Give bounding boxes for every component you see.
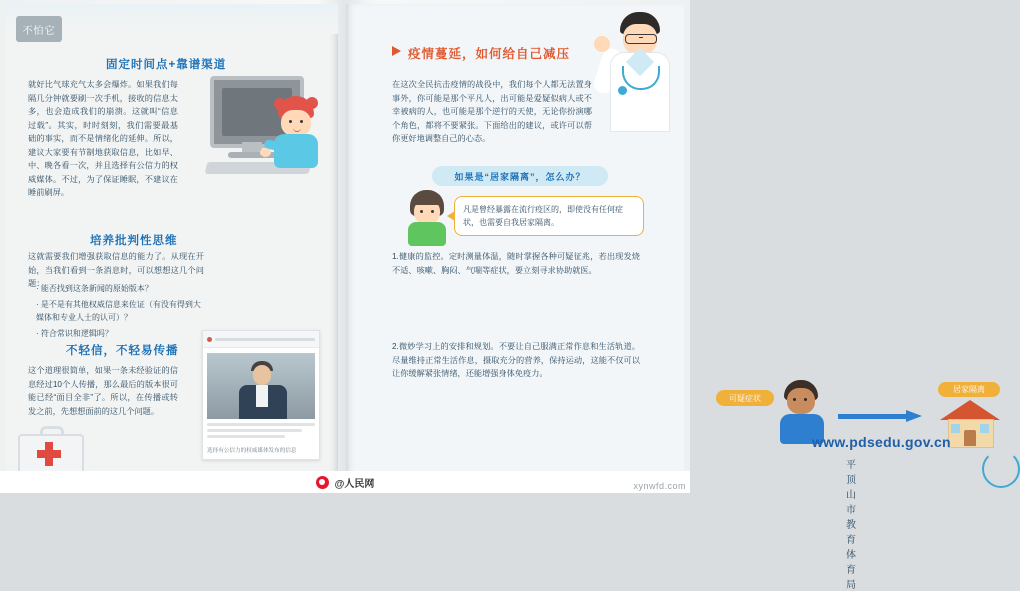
stethoscope-decoration-icon	[982, 450, 1020, 488]
news-photo	[207, 353, 315, 419]
list-item: · 符合常识和逻辑吗？	[36, 328, 113, 338]
flow-arrow-icon	[838, 410, 924, 422]
list-item: · 是不是有其他权威信息来佐证（有没有得到大媒体和专业人士的认可）？	[36, 299, 201, 322]
girl-bangs	[412, 196, 442, 205]
home-quarantine-tag: 居家隔离	[938, 382, 1000, 397]
symptom-tag: 可疑症状	[716, 390, 774, 406]
left-heading-1: 固定时间点+靠谱渠道	[106, 59, 227, 71]
news-card	[202, 330, 320, 460]
news-card-caption: 选择有公信力的权威媒体发布的信息	[207, 448, 297, 454]
girl-illustration	[404, 190, 452, 246]
news-line	[207, 429, 302, 432]
bottom-watermark-bar	[0, 471, 690, 493]
arrow-head	[906, 410, 922, 422]
left-heading-2: 培养批判性思维	[90, 235, 178, 247]
house-roof	[940, 400, 1000, 420]
weibo-account-label: @人民网	[334, 478, 375, 490]
boy-face	[281, 110, 311, 136]
patient-eye-right	[804, 398, 807, 401]
boy-hand	[260, 148, 271, 157]
patient-face	[787, 388, 815, 414]
weibo-icon	[316, 476, 329, 489]
first-aid-kit-icon	[18, 424, 80, 474]
right-paragraph-3: 2.微妙学习上的安排和规划。不要让自己服满正常作息和生活轨道。尽量维持正常生活作息，摄取充分的营养，保持运动，这能不仅可以让你缓解紧张情绪，还能增强身体免疫力。	[392, 342, 640, 378]
news-text-lines	[207, 423, 315, 441]
girl-eye-right	[431, 210, 434, 213]
quarantine-banner: 如果是“居家隔离”，怎么办？	[432, 166, 608, 186]
news-title-placeholder-line	[215, 338, 315, 341]
news-line	[207, 435, 285, 438]
stethoscope-bell-icon	[618, 86, 627, 95]
right-page-title: 疫情蔓延，如何给自己减压	[408, 47, 571, 61]
monitor-stand	[242, 142, 262, 152]
left-bullet-list	[36, 282, 208, 342]
left-paragraph-1: 就好比气球充气太多会爆炸。如果我们每隔几分钟就要刷一次手机，接收的信息太多，也会造成我们的崩溃。这就叫“信息过载”。其实，时时刻刻，我们需要最基础的事实，而不是情绪化的延伸。所以，建议大家要有节制地获取信息，比如早、中、晚各看一次，并且选择有公信力的权威媒体。不过，为了保证睡眠，不建议在睡前刷屏。	[28, 80, 178, 197]
house-window-right	[980, 424, 989, 433]
girl-eye-left	[420, 210, 423, 213]
corner-tag: 不怕它	[16, 16, 62, 42]
news-line	[207, 423, 315, 426]
boy-mouth	[293, 127, 301, 132]
left-heading-3: 不轻信，不轻易传播	[66, 345, 179, 357]
website-url[interactable]: www.pdsedu.gov.cn	[812, 434, 951, 450]
doctor-glasses-icon	[625, 34, 657, 44]
section-marker-icon	[392, 46, 401, 56]
left-paragraph-2: 这就需要我们增强获取信息的能力了。从现在开始，当我们看到一条消息时，可以想想这几个问题：	[28, 252, 204, 288]
speech-bubble: 凡是曾经暴露在流行疫区的，即使没有任何症状，也需要自我居家隔离。	[454, 196, 644, 236]
girl-body	[408, 222, 446, 246]
house-window-left	[951, 424, 960, 433]
medical-cross-icon-bar	[37, 450, 61, 458]
right-paragraph-2: 1.健康的监控。定时测量体温，随时掌握各种可疑征兆，若出现发烧不适、咳嗽、胸闷、气喘等症状，要立刻寻求协助就医。	[392, 252, 640, 275]
news-person-head	[253, 365, 271, 385]
news-source-dot-icon	[207, 337, 212, 342]
organization-name: 平顶山市教育体育局	[846, 460, 858, 591]
corner-watermark: xynwfd.com	[633, 481, 686, 491]
doctor-hand	[594, 36, 610, 52]
news-person-shirt	[256, 385, 268, 407]
right-paragraph-1: 在这次全民抗击疫情的战役中，我们每个人都无法置身事外，你可能是那个平凡人，出可能是爱疑似病人或不幸被病的人，也可能是那个逆行的天使，无论你扮演哪个角色，都将不要紧张。下面给出的建议，或许可以帮你更好地调整自己的心态。	[392, 80, 592, 143]
boy-eye-right	[300, 120, 303, 123]
house-door	[964, 430, 976, 446]
list-item: · 能否找到这条新闻的原始版本？	[36, 284, 153, 293]
left-page	[6, 4, 338, 486]
left-paragraph-3: 这个道理很简单，如果一条未经验证的信息经过10个人传播，那么最后的版本很可能已经“面目全非”了。所以，在传播或转发之前，先想想面前的这几个问题。	[28, 366, 178, 416]
doctor-illustration	[596, 8, 684, 158]
news-card-header	[203, 331, 319, 348]
arrow-line	[838, 414, 908, 419]
patient-eye-left	[793, 398, 796, 401]
boy-eye-left	[289, 120, 292, 123]
boy-illustration	[268, 96, 328, 182]
